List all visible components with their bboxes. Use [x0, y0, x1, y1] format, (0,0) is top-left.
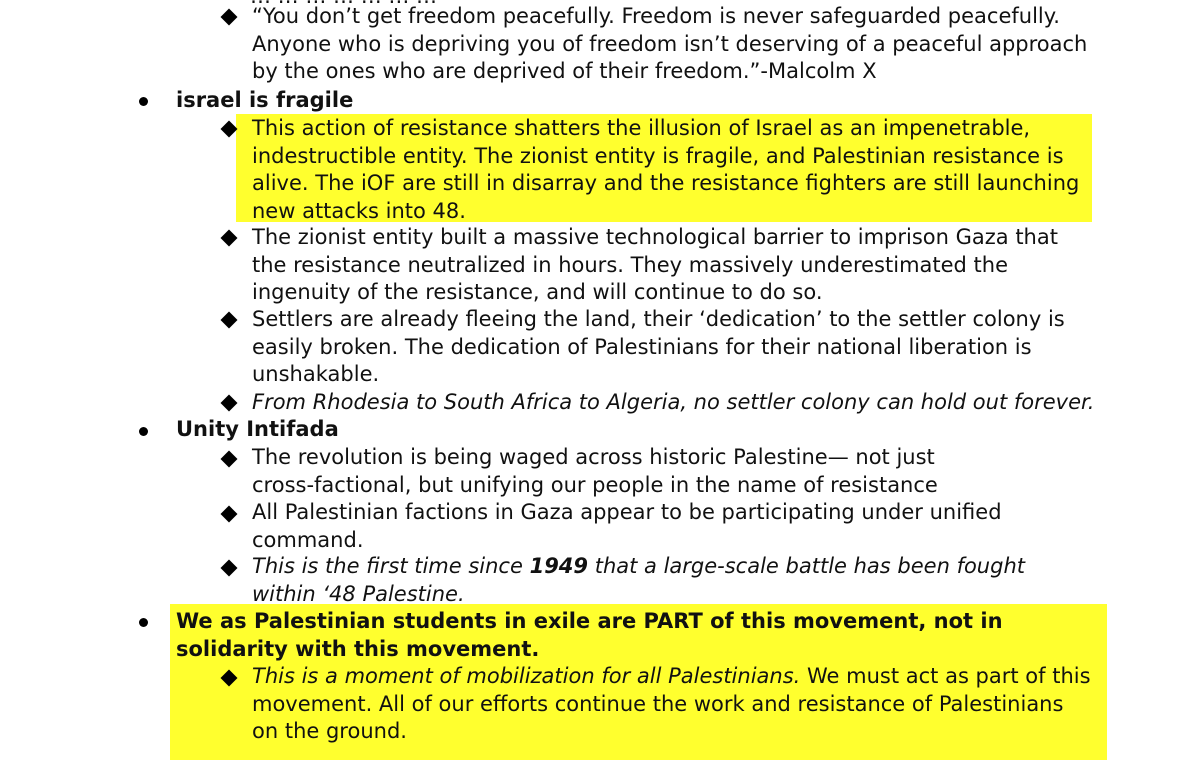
list-item-1949: [252, 553, 1082, 608]
list-item-mobilization: [252, 663, 1092, 746]
round-bullet-icon: [139, 97, 148, 106]
round-bullet-icon: [139, 427, 148, 436]
round-bullet-icon: [139, 618, 148, 627]
diamond-bullet-icon: [221, 9, 238, 26]
diamond-bullet-icon: [221, 121, 238, 138]
list-item: From Rhodesia to South Africa to Algeria, no settler colony can hold out forever.: [252, 390, 1095, 414]
diamond-bullet-icon: [221, 560, 238, 577]
diamond-bullet-icon: [221, 395, 238, 412]
diamond-bullet-icon: [221, 230, 238, 247]
list-item: The zionist entity built a massive technological barrier to imprison Gaza that the resistance neutralized in hours. They massively underestimated the ingenuity of the resistance, and will continue to do so.: [252, 225, 1058, 304]
item-text-after: that a large-scale battle has been fought within ‘48 Palestine.: [252, 554, 1025, 606]
section-heading-fragile: israel is fragile: [176, 88, 354, 112]
item-text-before: This is the first time since: [252, 554, 530, 578]
diamond-bullet-icon: [221, 506, 238, 523]
section-heading-unity: Unity Intifada: [176, 417, 339, 441]
list-item: The revolution is being waged across historic Palestine— not just cross-factional, but unifying our people in the name of resistance: [252, 445, 938, 497]
year-1949: 1949: [529, 554, 589, 578]
list-item: This action of resistance shatters the illusion of Israel as an impenetrable, indestructible entity. The zionist entity is fragile, and Palestinian resistance is alive. The iOF are still in disarray and the resistance fighters are still launching new attacks into 48.: [252, 116, 1080, 223]
list-item-malcolm-quote: “You don’t get freedom peacefully. Freedom is never safeguarded peacefully. Anyone who is depriving you of freedom isn’t deserving of a peaceful approach by the ones who are deprived of their freedom.”-Malcolm X: [252, 4, 1088, 83]
item-italic-text: This is a moment of mobilization for all Palestinians.: [252, 664, 801, 688]
section-heading-students: We as Palestinian students in exile are PART of this movement, not in solidarity with this movement.: [176, 609, 1003, 661]
list-item: All Palestinian factions in Gaza appear to be participating under unified command.: [252, 500, 1002, 552]
list-item: Settlers are already fleeing the land, their ‘dedication’ to the settler colony is easily broken. The dedication of Palestinians for their national liberation is unshakable.: [252, 307, 1065, 386]
diamond-bullet-icon: [221, 312, 238, 329]
diamond-bullet-icon: [221, 451, 238, 468]
item-rest-text: We must act as part of this movement. All of our efforts continue the work and resistance of Palestinians on the ground.: [252, 664, 1091, 743]
